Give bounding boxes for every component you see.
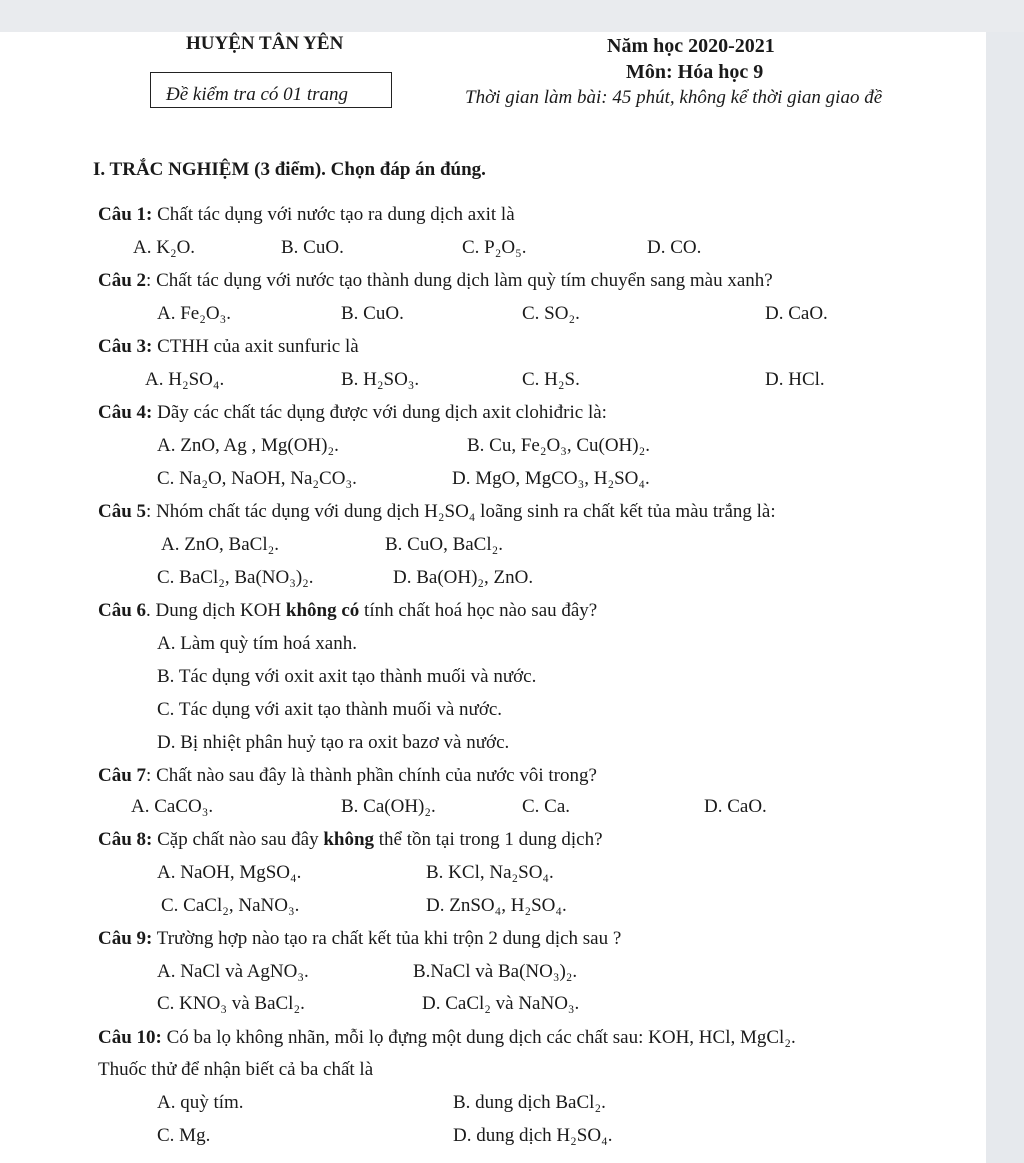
q8-opt-a: A. NaOH, MgSO₄.	[157, 862, 302, 883]
q8-text-bold: không	[323, 829, 375, 850]
question-7	[98, 765, 597, 787]
q2-opt-b: B. CuO.	[341, 303, 404, 324]
q5-opt-b: B. CuO, BaCl₂.	[385, 534, 503, 555]
q2-opt-d: D. CaO.	[765, 303, 828, 324]
q6-opt-a: A. Làm quỳ tím hoá xanh.	[157, 633, 357, 654]
q3-opt-a: A. H₂SO₄.	[145, 369, 225, 390]
time-note: Thời gian làm bài: 45 phút, không kể thời gian giao đề	[465, 87, 883, 108]
q4-opt-b: B. Cu, Fe₂O₃, Cu(OH)₂.	[467, 435, 650, 456]
q2-text: : Chất tác dụng với nước tạo thành dung dịch làm quỳ tím chuyển sang màu xanh?	[146, 270, 773, 291]
q4-opt-d: D. MgO, MgCO₃, H₂SO₄.	[452, 468, 650, 489]
question-10	[98, 1027, 796, 1049]
question-8	[98, 829, 603, 851]
q9-opt-c: C. KNO₃ và BaCl₂.	[157, 993, 305, 1014]
q8-opt-d: D. ZnSO₄, H₂SO₄.	[426, 895, 567, 916]
question-2	[98, 270, 773, 292]
q6-label: Câu 6	[98, 600, 147, 621]
question-4	[98, 402, 607, 424]
question-5	[98, 501, 776, 523]
q4-text: Dãy các chất tác dụng được với dung dịch axit clohiđric là:	[157, 402, 607, 423]
q3-label: Câu 3:	[98, 336, 153, 357]
q4-opt-a: A. ZnO, Ag , Mg(OH)₂.	[157, 435, 339, 456]
question-1	[98, 204, 515, 226]
q5-opt-d: D. Ba(OH)₂, ZnO.	[393, 567, 534, 588]
top-band	[0, 0, 1024, 32]
q6-text-bold: không có	[285, 600, 360, 621]
q1-text: Chất tác dụng với nước tạo ra dung dịch axit là	[157, 204, 515, 225]
q2-label: Câu 2	[98, 270, 147, 291]
q3-opt-b: B. H₂SO₃.	[341, 369, 420, 390]
q9-text: Trường hợp nào tạo ra chất kết tủa khi trộn 2 dung dịch sau ?	[156, 928, 622, 949]
q4-opt-c: C. Na₂O, NaOH, Na₂CO₃.	[157, 468, 357, 489]
q5-label: Câu 5	[98, 501, 147, 522]
q10-opt-b: B. dung dịch BaCl₂.	[453, 1092, 606, 1113]
q6-text-before: . Dung dịch KOH	[146, 600, 286, 621]
q10-opt-d: D. dung dịch H₂SO₄.	[453, 1125, 613, 1146]
q7-opt-c: C. Ca.	[522, 796, 571, 817]
q1-opt-a: A. K₂O.	[133, 237, 196, 258]
q2-opt-a: A. Fe₂O₃.	[157, 303, 231, 324]
subject: Môn: Hóa học 9	[626, 61, 764, 83]
q1-opt-d: D. CO.	[647, 237, 702, 258]
question-9	[98, 928, 621, 950]
q8-text-before: Cặp chất nào sau đây	[157, 829, 324, 850]
q3-opt-c: C. H₂S.	[522, 369, 580, 390]
q8-label: Câu 8:	[98, 829, 153, 850]
q5-opt-c: C. BaCl₂, Ba(NO₃)₂.	[157, 567, 314, 588]
q6-opt-d: D. Bị nhiệt phân huỷ tạo ra oxit bazơ và nước.	[157, 732, 510, 753]
question-3	[98, 336, 359, 358]
q5-opt-a: A. ZnO, BaCl₂.	[161, 534, 279, 555]
q6-opt-b: B. Tác dụng với oxit axit tạo thành muối và nước.	[157, 666, 537, 687]
q1-label: Câu 1:	[98, 204, 153, 225]
q1-opt-c: C. P₂O₅.	[462, 237, 527, 258]
q10-label: Câu 10:	[98, 1027, 162, 1048]
q8-text-after: thể tồn tại trong 1 dung dịch?	[374, 829, 603, 850]
q3-text: CTHH của axit sunfuric là	[157, 336, 359, 357]
q9-opt-d: D. CaCl₂ và NaNO₃.	[422, 993, 580, 1014]
q5-text: : Nhóm chất tác dụng với dung dịch H₂SO₄ loãng sinh ra chất kết tủa màu trắng là:	[146, 501, 776, 522]
q7-opt-d: D. CaO.	[704, 796, 767, 817]
section-title: I. TRẮC NGHIỆM (3 điểm). Chọn đáp án đúng.	[93, 159, 486, 180]
q10-text-line2: Thuốc thử để nhận biết cả ba chất là	[98, 1059, 374, 1080]
box-note: Đề kiểm tra có 01 trang	[166, 84, 349, 105]
q9-opt-b: B.NaCl và Ba(NO₃)₂.	[413, 961, 578, 982]
q9-label: Câu 9:	[98, 928, 153, 949]
q3-opt-d: D. HCl.	[765, 369, 825, 390]
district-name: HUYỆN TÂN YÊN	[186, 33, 344, 54]
q7-opt-a: A. CaCO₃.	[131, 796, 214, 817]
q7-text: : Chất nào sau đây là thành phần chính của nước vôi trong?	[146, 765, 597, 786]
q7-label: Câu 7	[98, 765, 147, 786]
question-6	[98, 600, 597, 622]
q6-opt-c: C. Tác dụng với axit tạo thành muối và nước.	[157, 699, 503, 720]
q10-opt-a: A. quỳ tím.	[157, 1092, 244, 1113]
q7-opt-b: B. Ca(OH)₂.	[341, 796, 436, 817]
q8-opt-b: B. KCl, Na₂SO₄.	[426, 862, 554, 883]
scrollbar-track[interactable]	[986, 32, 1024, 1163]
q6-text-after: tính chất hoá học nào sau đây?	[359, 600, 598, 621]
q8-opt-c: C. CaCl₂, NaNO₃.	[161, 895, 300, 916]
q10-opt-c: C. Mg.	[157, 1125, 211, 1146]
q4-label: Câu 4:	[98, 402, 153, 423]
school-year: Năm học 2020-2021	[607, 35, 775, 57]
q10-text: Có ba lọ không nhãn, mỗi lọ đựng một dung dịch các chất sau: KOH, HCl, MgCl₂.	[166, 1027, 796, 1048]
q1-opt-b: B. CuO.	[281, 237, 344, 258]
q2-opt-c: C. SO₂.	[522, 303, 580, 324]
q9-opt-a: A. NaCl và AgNO₃.	[157, 961, 309, 982]
